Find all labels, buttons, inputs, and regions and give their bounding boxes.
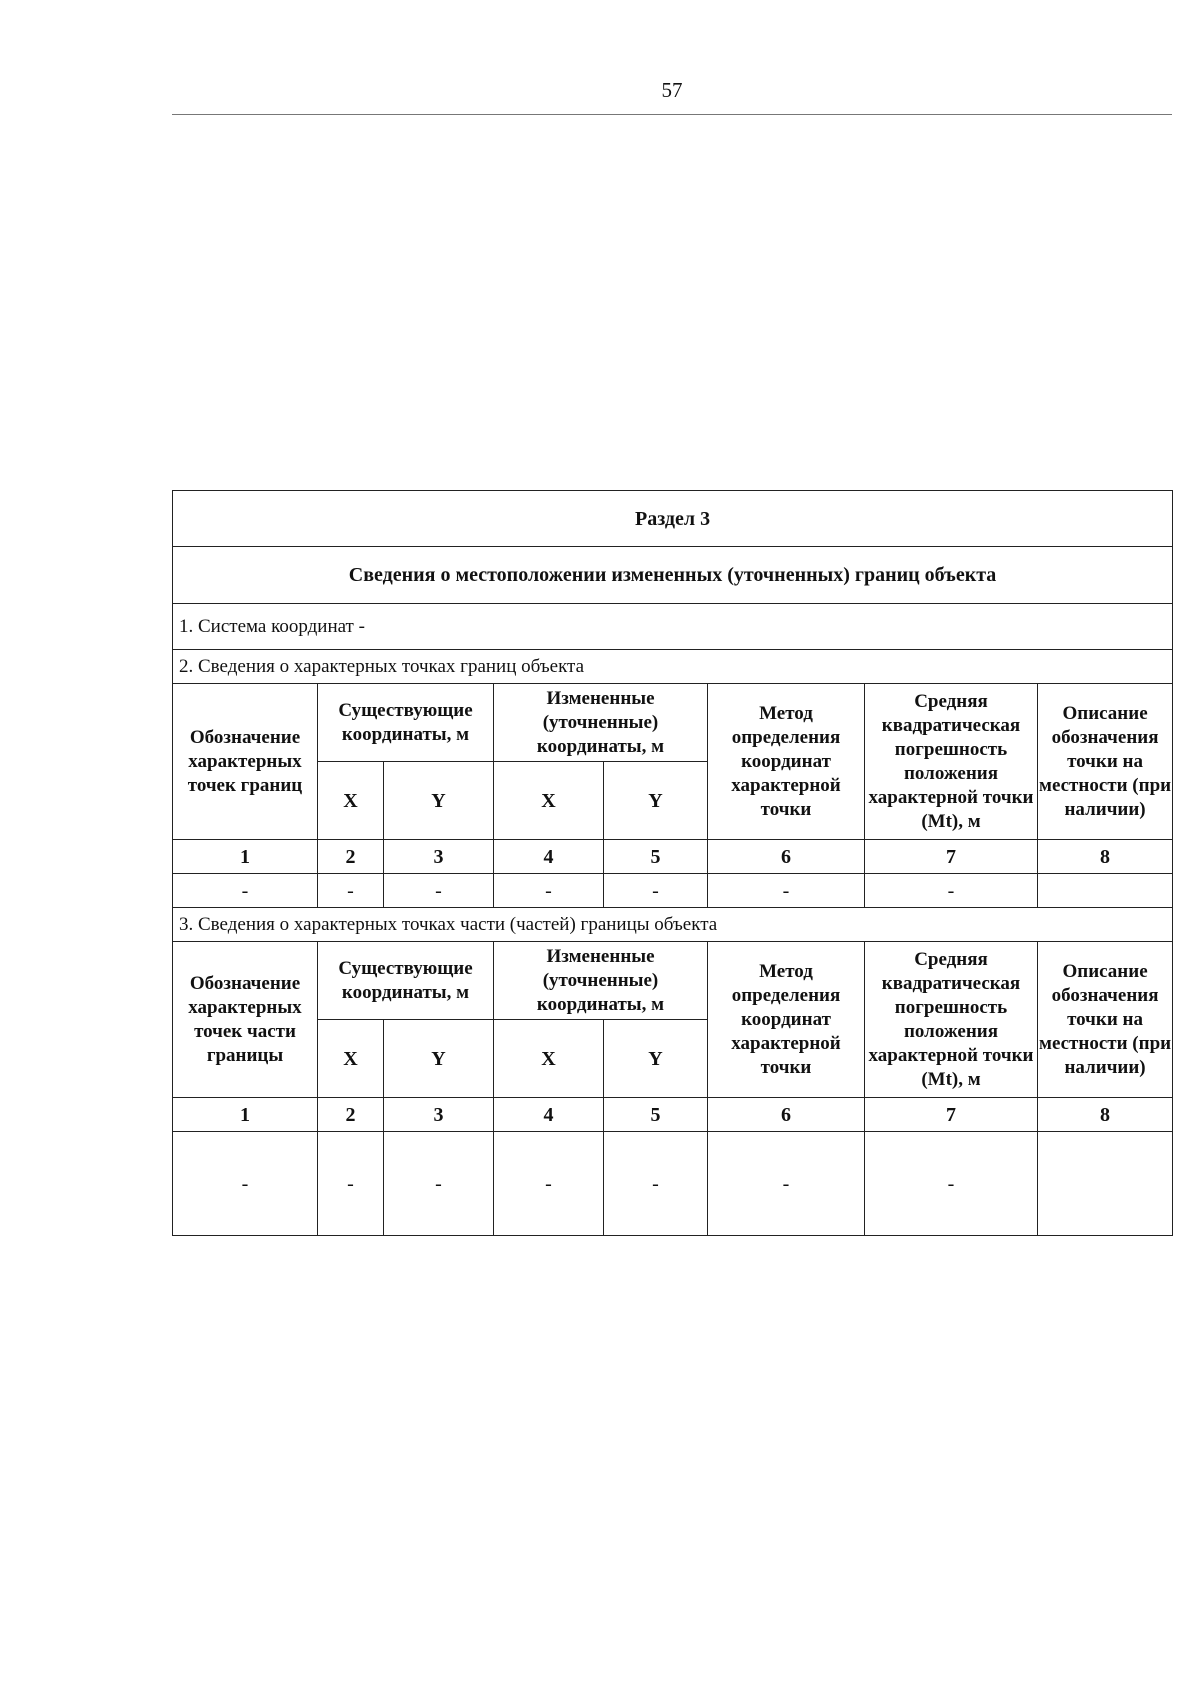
part2-heading: 3. Сведения о характерных точках части (частей) границы объекта: [173, 908, 1173, 942]
part1-header-changed-y: Y: [604, 762, 708, 840]
table-cell: [1038, 1132, 1173, 1236]
part2-header-designation: Обозначение характерных точек части границы: [173, 942, 318, 1098]
table-cell: -: [494, 874, 604, 908]
part2-header-description: Описание обозначения точки на местности (при наличии): [1038, 942, 1173, 1098]
part1-col-number: 1: [173, 840, 318, 874]
table-cell: -: [708, 874, 865, 908]
table-cell: -: [604, 1132, 708, 1236]
table-cell: -: [865, 874, 1038, 908]
section-title: Раздел 3: [173, 491, 1173, 547]
part1-header-method: Метод определения координат характерной точки: [708, 684, 865, 840]
part1-heading: 2. Сведения о характерных точках границ объекта: [173, 650, 1173, 684]
part2-col-number: 2: [318, 1098, 384, 1132]
table-cell: [1038, 874, 1173, 908]
table-row: [173, 874, 1173, 908]
table-cell: -: [494, 1132, 604, 1236]
part2-header-error: Средняя квадратическая погрешность положения характерной точки (Mt), м: [865, 942, 1038, 1098]
part1-header-description: Описание обозначения точки на местности (при наличии): [1038, 684, 1173, 840]
part1-col-number: 7: [865, 840, 1038, 874]
part2-col-number: 7: [865, 1098, 1038, 1132]
part2-col-number: 5: [604, 1098, 708, 1132]
table-cell: -: [708, 1132, 865, 1236]
table-row: [173, 1132, 1173, 1236]
table-cell: -: [865, 1132, 1038, 1236]
table-cell: -: [318, 1132, 384, 1236]
part1-header-designation: Обозначение характерных точек границ: [173, 684, 318, 840]
part1-col-number: 4: [494, 840, 604, 874]
part1-header-changed: Измененные (уточненные) координаты, м: [494, 684, 708, 762]
section-table: [172, 490, 1173, 1236]
part2-header-changed: Измененные (уточненные) координаты, м: [494, 942, 708, 1020]
part2-col-number: 1: [173, 1098, 318, 1132]
table-cell: -: [173, 874, 318, 908]
part2-header-changed-x: X: [494, 1020, 604, 1098]
part1-header-error: Средняя квадратическая погрешность положения характерной точки (Mt), м: [865, 684, 1038, 840]
table-cell: -: [318, 874, 384, 908]
section-subtitle: Сведения о местоположении измененных (уточненных) границ объекта: [173, 547, 1173, 604]
part2-col-number: 6: [708, 1098, 865, 1132]
header-rule: [172, 114, 1172, 115]
part1-header-existing-y: Y: [384, 762, 494, 840]
part1-col-number: 8: [1038, 840, 1173, 874]
page-number: 57: [661, 78, 683, 102]
part1-header-changed-x: X: [494, 762, 604, 840]
part1-col-number: 2: [318, 840, 384, 874]
table-cell: -: [384, 1132, 494, 1236]
part1-header-existing: Существующие координаты, м: [318, 684, 494, 762]
part2-header-existing-y: Y: [384, 1020, 494, 1098]
table-cell: -: [604, 874, 708, 908]
part2-header-method: Метод определения координат характерной точки: [708, 942, 865, 1098]
table-cell: -: [173, 1132, 318, 1236]
part1-col-number: 5: [604, 840, 708, 874]
part2-col-number: 4: [494, 1098, 604, 1132]
part2-col-number: 8: [1038, 1098, 1173, 1132]
part2-header-existing: Существующие координаты, м: [318, 942, 494, 1020]
part1-col-number: 6: [708, 840, 865, 874]
part1-header-existing-x: X: [318, 762, 384, 840]
part2-header-changed-y: Y: [604, 1020, 708, 1098]
table-cell: -: [384, 874, 494, 908]
part2-header-existing-x: X: [318, 1020, 384, 1098]
part2-col-number: 3: [384, 1098, 494, 1132]
coordinate-system: 1. Система координат -: [173, 604, 1173, 650]
part1-col-number: 3: [384, 840, 494, 874]
